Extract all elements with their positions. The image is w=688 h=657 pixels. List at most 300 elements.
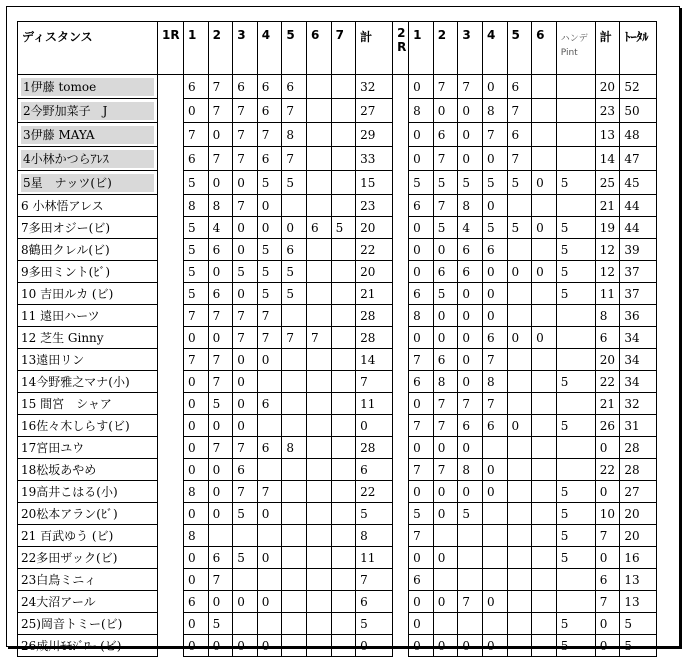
r2-score-2: [433, 569, 458, 591]
handicap-points: 5: [556, 547, 595, 569]
r2-score-3: 0: [458, 99, 483, 123]
handicap-points: 5: [556, 503, 595, 525]
player-name: 8鶴田クレル(ビ): [21, 243, 110, 257]
player-name: 18松坂あやめ: [21, 463, 97, 477]
round1-separator: [158, 569, 184, 591]
table-row: [18, 591, 657, 613]
r1-score-4: 5: [257, 261, 282, 283]
table-row: [18, 327, 657, 349]
r2-score-5: [507, 525, 532, 547]
r1-score-3: 0: [233, 239, 258, 261]
r2-total: 10: [595, 503, 620, 525]
handicap-points: [556, 305, 595, 327]
table-row: [18, 99, 657, 123]
r2-score-6: [532, 569, 557, 591]
round1-separator: [158, 503, 184, 525]
r2-score-1: 6: [409, 371, 434, 393]
player-name: 6 小林悟アレス: [21, 199, 104, 213]
r1-score-1: 8: [184, 481, 209, 503]
r2-score-6: [532, 147, 557, 171]
r1-score-3: 7: [233, 437, 258, 459]
r2-score-4: 5: [482, 217, 507, 239]
handicap-points: [556, 591, 595, 613]
r2-score-4: 0: [482, 147, 507, 171]
grand-total: 37: [620, 283, 657, 305]
r1-score-5: 7: [282, 327, 307, 349]
r2-total: 25: [595, 171, 620, 195]
distance-score-table: [17, 21, 657, 657]
r2-score-5: 7: [507, 147, 532, 171]
r2-score-6: [532, 635, 557, 657]
handicap-points: 5: [556, 239, 595, 261]
r2-score-6: 0: [532, 217, 557, 239]
r2-score-3: [458, 525, 483, 547]
r2-score-4: 6: [482, 327, 507, 349]
r2-score-5: 5: [507, 171, 532, 195]
round2-separator: [393, 459, 409, 481]
r1-score-4: 0: [257, 635, 282, 657]
r2-score-5: [507, 305, 532, 327]
table-row: [18, 503, 657, 525]
r2-score-1: 0: [409, 217, 434, 239]
round1-separator: [158, 327, 184, 349]
grand-total: 44: [620, 217, 657, 239]
r1-score-4: [257, 415, 282, 437]
r2-total: 20: [595, 349, 620, 371]
r2-score-1: 7: [409, 459, 434, 481]
r2-score-5: [507, 613, 532, 635]
handicap-points: [556, 99, 595, 123]
r1-score-6: [306, 261, 331, 283]
r1-total: 20: [356, 217, 393, 239]
r1-score-2: 0: [208, 123, 233, 147]
round2-separator: [393, 261, 409, 283]
r1-total: 15: [356, 171, 393, 195]
table-row: [18, 613, 657, 635]
r2-score-1: 8: [409, 99, 434, 123]
player-name-cell: [18, 261, 158, 283]
r2-score-2: 6: [433, 349, 458, 371]
handicap-header-bottom: Pint: [560, 48, 578, 58]
r2-score-6: [532, 503, 557, 525]
r1-score-3: [233, 569, 258, 591]
r1-score-1: 0: [184, 393, 209, 415]
r2-score-6: [532, 459, 557, 481]
r1-total: 23: [356, 195, 393, 217]
r2-total: 0: [595, 635, 620, 657]
r2-score-2: 8: [433, 371, 458, 393]
r2-score-6: [532, 123, 557, 147]
r1-score-2: 0: [208, 459, 233, 481]
r1-score-6: [306, 591, 331, 613]
r2-score-2: 0: [433, 305, 458, 327]
r1-score-4: 7: [257, 123, 282, 147]
r1-total: 28: [356, 305, 393, 327]
r2-col-2: 2: [433, 22, 458, 75]
r1-score-7: [331, 437, 356, 459]
r2-score-2: 7: [433, 75, 458, 99]
grand-total: 34: [620, 371, 657, 393]
round2-separator: [393, 569, 409, 591]
player-name-cell: [18, 393, 158, 415]
round2-separator: [393, 349, 409, 371]
r1-score-7: [331, 635, 356, 657]
r2-score-3: [458, 569, 483, 591]
player-name-cell: [18, 437, 158, 459]
player-name: 24大沼アール: [21, 595, 96, 609]
r1-score-3: 0: [233, 283, 258, 305]
player-name: 25)岡音トミー(ビ): [21, 617, 123, 631]
r2-score-3: 6: [458, 239, 483, 261]
r2-col-5: 5: [507, 22, 532, 75]
r1-score-2: [208, 525, 233, 547]
r2-score-4: 0: [482, 591, 507, 613]
r2-score-6: [532, 481, 557, 503]
r2-score-2: [433, 525, 458, 547]
r2-score-5: 6: [507, 75, 532, 99]
player-name-cell: [18, 195, 158, 217]
round1-separator: [158, 195, 184, 217]
r1-score-7: [331, 349, 356, 371]
grand-total: 36: [620, 305, 657, 327]
r1-score-2: 7: [208, 75, 233, 99]
round2-separator: [393, 147, 409, 171]
r1-score-5: [282, 415, 307, 437]
r2-col-4: 4: [482, 22, 507, 75]
r2-total: 0: [595, 613, 620, 635]
handicap-points: 5: [556, 171, 595, 195]
r1-score-1: 5: [184, 283, 209, 305]
r2-total: 7: [595, 591, 620, 613]
round2-separator: [393, 305, 409, 327]
r1-score-2: 6: [208, 283, 233, 305]
handicap-points: [556, 327, 595, 349]
r1-score-6: [306, 635, 331, 657]
table-row: [18, 415, 657, 437]
r1-total: 7: [356, 569, 393, 591]
r2-score-1: 0: [409, 591, 434, 613]
r1-total: 20: [356, 261, 393, 283]
r2-score-2: 5: [433, 283, 458, 305]
player-name: 20松本アラン(ﾋﾞ): [21, 507, 118, 521]
r1-score-6: [306, 349, 331, 371]
r2-score-5: [507, 569, 532, 591]
r1-score-1: 5: [184, 261, 209, 283]
round1-separator: [158, 547, 184, 569]
player-name: 22多田ザック(ビ): [21, 551, 118, 565]
r2-total: 14: [595, 147, 620, 171]
r1-score-1: 6: [184, 591, 209, 613]
r1-score-4: 0: [257, 349, 282, 371]
r2-score-3: 7: [458, 591, 483, 613]
grand-total: 45: [620, 171, 657, 195]
r2-score-5: 0: [507, 415, 532, 437]
r2-score-3: 0: [458, 437, 483, 459]
r1-score-7: [331, 147, 356, 171]
r2-total: 20: [595, 75, 620, 99]
r1-score-1: 5: [184, 239, 209, 261]
r1-score-7: [331, 305, 356, 327]
r1-score-4: 0: [257, 591, 282, 613]
player-name-cell: [18, 591, 158, 613]
r1-score-5: [282, 547, 307, 569]
grand-total: 20: [620, 525, 657, 547]
player-name-cell: [18, 481, 158, 503]
r2-score-3: 7: [458, 75, 483, 99]
r1-score-1: 0: [184, 327, 209, 349]
grand-total: 31: [620, 415, 657, 437]
r1-score-5: [282, 635, 307, 657]
r2-score-3: 0: [458, 349, 483, 371]
r1-score-1: 6: [184, 75, 209, 99]
r2-score-5: [507, 239, 532, 261]
r2-score-6: [532, 547, 557, 569]
player-name: 7多田オジー(ビ): [21, 221, 110, 235]
r1-score-7: [331, 327, 356, 349]
r1-score-6: [306, 415, 331, 437]
r1-score-7: [331, 415, 356, 437]
r2-total: 13: [595, 123, 620, 147]
r1-score-5: [282, 371, 307, 393]
grand-total: 48: [620, 123, 657, 147]
r2-total: 19: [595, 217, 620, 239]
r1-score-3: 6: [233, 75, 258, 99]
r1-score-4: 6: [257, 75, 282, 99]
round1-separator: [158, 283, 184, 305]
player-name: 23白鳥ミニィ: [21, 573, 97, 587]
r2-score-2: 6: [433, 261, 458, 283]
r1-score-2: 5: [208, 613, 233, 635]
table-row: [18, 547, 657, 569]
handicap-points: [556, 349, 595, 371]
r2-score-6: [532, 239, 557, 261]
player-name: 15 間宮 シャア: [21, 397, 112, 411]
r1-score-2: 0: [208, 635, 233, 657]
r1-score-1: 8: [184, 525, 209, 547]
r1-score-5: 5: [282, 171, 307, 195]
r1-score-1: 0: [184, 371, 209, 393]
handicap-points: 5: [556, 635, 595, 657]
r1-total: 28: [356, 327, 393, 349]
round1-separator: [158, 217, 184, 239]
r1-score-4: [257, 569, 282, 591]
r1-total: 32: [356, 75, 393, 99]
player-name-cell: [18, 147, 158, 171]
r2-total: 21: [595, 393, 620, 415]
round1-separator: [158, 371, 184, 393]
round2-separator: [393, 75, 409, 99]
r1-score-1: 7: [184, 349, 209, 371]
round2-separator: [393, 327, 409, 349]
r1-score-1: 6: [184, 147, 209, 171]
r1-score-2: 0: [208, 503, 233, 525]
r2-score-3: 8: [458, 195, 483, 217]
r1-total: 5: [356, 503, 393, 525]
handicap-points: [556, 147, 595, 171]
round1-separator: [158, 415, 184, 437]
r1-score-6: [306, 525, 331, 547]
r1-total: 28: [356, 437, 393, 459]
r2-score-1: 0: [409, 613, 434, 635]
r2-score-3: 7: [458, 393, 483, 415]
r1-score-6: [306, 283, 331, 305]
player-name-cell: [18, 283, 158, 305]
r1-total: 6: [356, 459, 393, 481]
player-name: 21 百武ゆう (ビ): [21, 529, 114, 543]
r2-total: 8: [595, 305, 620, 327]
r1-score-1: 0: [184, 503, 209, 525]
r1-score-7: [331, 591, 356, 613]
r1-score-4: 6: [257, 99, 282, 123]
r2-score-2: 0: [433, 635, 458, 657]
player-name-cell: [18, 171, 158, 195]
r1-score-1: 7: [184, 123, 209, 147]
player-name-cell: [18, 99, 158, 123]
r1-score-6: [306, 195, 331, 217]
r2-score-5: [507, 547, 532, 569]
r2-score-4: 0: [482, 481, 507, 503]
round1-separator: [158, 393, 184, 415]
r2-score-2: 7: [433, 147, 458, 171]
r2-total: 26: [595, 415, 620, 437]
r1-score-2: 7: [208, 349, 233, 371]
r1-score-4: [257, 459, 282, 481]
r1-score-3: 0: [233, 393, 258, 415]
r1-total: 22: [356, 481, 393, 503]
r1-score-2: 0: [208, 261, 233, 283]
r2-score-3: 0: [458, 635, 483, 657]
r1-score-6: [306, 613, 331, 635]
table-row: [18, 481, 657, 503]
round2-separator: [393, 171, 409, 195]
r1-score-7: [331, 547, 356, 569]
r1-score-3: 0: [233, 371, 258, 393]
r1-score-2: 7: [208, 569, 233, 591]
r2-score-1: 7: [409, 415, 434, 437]
r1-score-4: 0: [257, 195, 282, 217]
round1-separator: [158, 437, 184, 459]
grand-total: 20: [620, 503, 657, 525]
r2-score-1: 0: [409, 481, 434, 503]
table-row: [18, 75, 657, 99]
r1-score-1: 0: [184, 569, 209, 591]
r1-score-6: [306, 147, 331, 171]
r1-score-7: [331, 459, 356, 481]
r2-score-5: [507, 481, 532, 503]
r1-score-1: 8: [184, 195, 209, 217]
handicap-points: [556, 75, 595, 99]
r2-score-1: 6: [409, 569, 434, 591]
table-row: [18, 261, 657, 283]
r1-score-5: 5: [282, 283, 307, 305]
player-name-cell: [18, 75, 158, 99]
r2-score-6: [532, 371, 557, 393]
r1-score-5: 0: [282, 217, 307, 239]
r2-score-5: [507, 371, 532, 393]
r2-score-4: 7: [482, 123, 507, 147]
r2-score-2: 0: [433, 437, 458, 459]
grand-total: 28: [620, 437, 657, 459]
r2-score-5: 7: [507, 99, 532, 123]
r1-col-4: 4: [257, 22, 282, 75]
round2-separator: [393, 283, 409, 305]
handicap-points: [556, 437, 595, 459]
r1-total: 21: [356, 283, 393, 305]
round2-separator: [393, 195, 409, 217]
player-name: 3伊藤 MAYA: [21, 126, 154, 144]
r2-score-2: 7: [433, 415, 458, 437]
r1-score-1: 5: [184, 217, 209, 239]
r2-total: 6: [595, 327, 620, 349]
r1-score-6: [306, 481, 331, 503]
r1-score-1: 0: [184, 415, 209, 437]
table-row: [18, 437, 657, 459]
player-name: 19高井こはる(小): [21, 485, 118, 499]
r1-total: 6: [356, 591, 393, 613]
r2-score-5: [507, 349, 532, 371]
handicap-points: 5: [556, 283, 595, 305]
r2-score-2: 0: [433, 239, 458, 261]
player-name: 4小林かつらｱﾚｽ: [21, 150, 154, 168]
r2-score-2: 0: [433, 99, 458, 123]
r2-score-3: 0: [458, 283, 483, 305]
player-name: 11 遠田ハーツ: [21, 309, 100, 323]
r1-score-4: 5: [257, 283, 282, 305]
table-row: [18, 171, 657, 195]
r2-score-4: [482, 503, 507, 525]
r1-score-5: 7: [282, 147, 307, 171]
r1-total: 5: [356, 613, 393, 635]
r2-score-3: 0: [458, 123, 483, 147]
player-name: 13遠田リン: [21, 353, 85, 367]
r1-score-2: 7: [208, 437, 233, 459]
table-row: [18, 217, 657, 239]
table-row: [18, 371, 657, 393]
r2-col-6: 6: [532, 22, 557, 75]
r1-total: 33: [356, 147, 393, 171]
table-title: ディスタンス: [18, 22, 158, 75]
table-row: [18, 393, 657, 415]
r1-score-4: 5: [257, 171, 282, 195]
r1-score-1: 0: [184, 547, 209, 569]
r2-total: 6: [595, 569, 620, 591]
grand-total: 44: [620, 195, 657, 217]
r1-col-6: 6: [306, 22, 331, 75]
table-row: [18, 283, 657, 305]
r2-score-4: 0: [482, 195, 507, 217]
r1-score-6: [306, 547, 331, 569]
table-row: [18, 123, 657, 147]
r2-score-6: [532, 75, 557, 99]
round2-separator: [393, 525, 409, 547]
r1-score-3: [233, 613, 258, 635]
r2-score-2: 6: [433, 123, 458, 147]
r1-score-4: 7: [257, 305, 282, 327]
r1-score-4: 0: [257, 217, 282, 239]
r2-total: 0: [595, 547, 620, 569]
player-name-cell: [18, 525, 158, 547]
r1-score-3: 7: [233, 327, 258, 349]
r2-score-2: 0: [433, 327, 458, 349]
player-name-cell: [18, 327, 158, 349]
r1-score-3: 7: [233, 147, 258, 171]
r2-score-3: 6: [458, 261, 483, 283]
r2-score-3: 0: [458, 147, 483, 171]
r2-total: 0: [595, 481, 620, 503]
r1-col-1: 1: [184, 22, 209, 75]
r1-score-3: 5: [233, 261, 258, 283]
r1-score-7: [331, 393, 356, 415]
